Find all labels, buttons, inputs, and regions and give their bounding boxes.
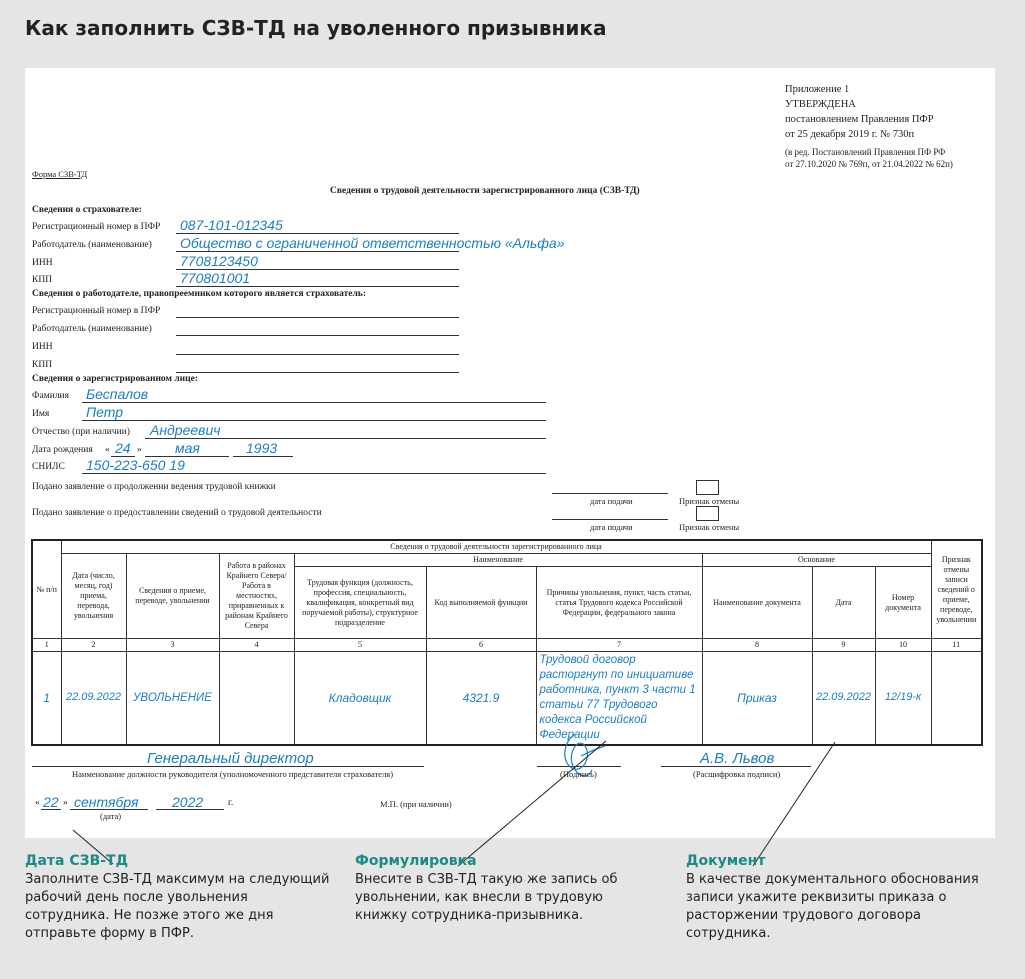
col-number: 8 — [702, 639, 812, 652]
book-cancel-caption: Признак отмены — [679, 496, 740, 506]
approval-line: Приложение 1 — [785, 84, 850, 95]
col-number: 3 — [126, 639, 219, 652]
row-doc-date[interactable]: 22.09.2022 — [812, 652, 875, 746]
annotation-text: Заполните СЗВ-ТД максимум на следующий рабочий день после увольнения сотрудника. Не позже этого же дня отправьте форму в ПФР. — [25, 872, 330, 941]
info-application-label: Подано заявление о предоставлении сведений о трудовой деятельности — [32, 508, 322, 518]
col-number: 11 — [931, 639, 982, 652]
annotation-title: Формулировка — [355, 853, 477, 869]
person-heading: Сведения о зарегистрированном лице: — [32, 374, 198, 384]
patronymic-label: Отчество (при наличии) — [32, 427, 130, 437]
col-doc-name-header: Наименование документа — [702, 567, 812, 639]
group-name-header: Наименование — [294, 554, 702, 567]
annotation-title: Документ — [686, 853, 766, 869]
row-doc-name[interactable]: Приказ — [702, 652, 812, 746]
name-label: Имя — [32, 409, 50, 419]
col-cancel-header: Признак отмены записи сведений о приеме, переводе, увольнении — [931, 540, 982, 639]
insurer-employer-value[interactable]: Общество с ограниченной ответственностью «Альфа» — [180, 235, 565, 251]
snils-value[interactable]: 150-223-650 19 — [86, 457, 185, 473]
surname-label: Фамилия — [32, 391, 70, 401]
form-title: Сведения о трудовой деятельности зарегистрированного лица (СЗВ-ТД) — [330, 186, 640, 196]
birth-year-value[interactable]: 1993 — [246, 440, 278, 456]
date-quote-open: « — [35, 798, 40, 808]
book-date-caption: дата подачи — [590, 496, 633, 506]
col-date-header: Дата (число, месяц, год) приема, перевода, увольнения — [61, 554, 126, 639]
col-doc-num-header: Номер документа — [875, 567, 931, 639]
annotation-wording — [355, 853, 655, 925]
row-reason[interactable]: Трудовой договор расторгнут по инициативе работника, пункт 3 части 1 статьи 77 Трудового кодекса Российской Федерации — [536, 652, 702, 746]
successor-heading: Сведения о работодателе, правопреемником которого является страхователь: — [32, 289, 366, 299]
row-function[interactable]: Кладовщик — [294, 652, 426, 746]
name-value[interactable]: Петр — [86, 404, 124, 420]
approval-line: от 25 декабря 2019 г. № 730п — [785, 129, 915, 140]
name-decode-value[interactable]: А.В. Львов — [700, 750, 775, 767]
table-super-header: Сведения о трудовой деятельности зарегистрированного лица — [61, 540, 931, 554]
position-caption: Наименование должности руководителя (уполномоченного представителя страхователя) — [72, 769, 394, 779]
insurer-inn-label: ИНН — [32, 258, 53, 268]
annotation-text: Внесите в СЗВ-ТД такую же запись об увольнении, как внесли в трудовую книжку сотрудника-призывника. — [355, 872, 618, 923]
col-code-header: Код выполняемой функции — [426, 567, 536, 639]
approval-line: (в ред. Постановлений Правления ПФ РФ — [785, 147, 946, 157]
stamp-caption: М.П. (при наличии) — [380, 799, 452, 809]
sign-day-value[interactable]: 22 — [43, 794, 59, 810]
sign-year-suffix: г. — [228, 798, 234, 808]
birth-quote-open: « — [105, 445, 110, 455]
sign-date-caption: (дата) — [100, 811, 122, 821]
row-num[interactable]: 1 — [32, 652, 61, 746]
sign-caption: (Подпись) — [560, 769, 597, 779]
annotation-title: Дата СЗВ-ТД — [25, 853, 129, 869]
birth-day-value[interactable]: 24 — [115, 440, 131, 456]
successor-reg-label: Регистрационный номер в ПФР — [32, 306, 161, 316]
row-date[interactable]: 22.09.2022 — [61, 652, 126, 746]
col-reason-header: Причины увольнения, пункт, часть статьи, статья Трудового кодекса Российской Федерации, федерального закона — [536, 567, 702, 639]
book-application-label: Подано заявление о продолжении ведения трудовой книжки — [32, 482, 276, 492]
form-name: Форма СЗВ-ТД — [32, 169, 88, 179]
successor-kpp-label: КПП — [32, 360, 53, 370]
annotation-document — [686, 853, 991, 943]
row-info[interactable]: УВОЛЬНЕНИЕ — [126, 652, 219, 746]
col-function-header: Трудовая функция (должность, профессия, специальность, квалификация, конкретный вид поручаемой работы), структурное подразделение — [294, 567, 426, 639]
col-number: 7 — [536, 639, 702, 652]
col-number: 10 — [875, 639, 931, 652]
col-number: 9 — [812, 639, 875, 652]
group-basis-header: Основание — [702, 554, 931, 567]
col-doc-date-header: Дата — [812, 567, 875, 639]
birth-month-value[interactable]: мая — [175, 440, 200, 456]
insurer-employer-label: Работодатель (наименование) — [32, 240, 152, 250]
page-title: Как заполнить СЗВ-ТД на уволенного призывника — [25, 16, 607, 40]
insurer-reg-label: Регистрационный номер в ПФР — [32, 222, 161, 232]
callout-line-document — [753, 742, 835, 866]
date-quote-close: » — [63, 798, 68, 808]
snils-label: СНИЛС — [32, 462, 65, 472]
insurer-reg-value[interactable]: 087-101-012345 — [180, 217, 283, 233]
insurer-inn-value[interactable]: 7708123450 — [180, 253, 258, 269]
insurer-kpp-label: КПП — [32, 275, 53, 285]
name-decode-caption: (Расшифровка подписи) — [693, 769, 781, 779]
info-cancel-caption: Признак отмены — [679, 522, 740, 532]
insurer-heading: Сведения о страхователе: — [32, 205, 142, 215]
successor-inn-label: ИНН — [32, 342, 53, 352]
info-date-caption: дата подачи — [590, 522, 633, 532]
row-code[interactable]: 4321.9 — [426, 652, 536, 746]
sign-month-value[interactable]: сентября — [74, 794, 139, 810]
sign-year-value[interactable]: 2022 — [172, 794, 204, 810]
col-num-header: № п/п — [32, 540, 61, 639]
patronymic-value[interactable]: Андреевич — [150, 422, 221, 438]
birth-quote-close: » — [137, 445, 142, 455]
callout-line-wording — [458, 741, 606, 866]
col-north-header: Работа в районах Крайнего Севера/Работа в местностях, приравненных к районам Крайнего Севера — [219, 554, 294, 639]
birth-label: Дата рождения — [32, 445, 93, 455]
annotation-text: В качестве документального обоснования записи укажите реквизиты приказа о расторжении трудового договора сотрудника. — [686, 872, 979, 941]
col-info-header: Сведения о приеме, переводе, увольнении — [126, 554, 219, 639]
approval-line: УТВЕРЖДЕНА — [785, 99, 856, 110]
approval-line: постановлением Правления ПФР — [785, 114, 934, 125]
col-number: 5 — [294, 639, 426, 652]
row-doc-num[interactable]: 12/19-к — [875, 652, 931, 746]
surname-value[interactable]: Беспалов — [86, 386, 149, 402]
col-number: 4 — [219, 639, 294, 652]
col-number: 6 — [426, 639, 536, 652]
insurer-kpp-value[interactable]: 770801001 — [180, 270, 251, 286]
successor-employer-label: Работодатель (наименование) — [32, 324, 152, 334]
annotation-date — [25, 853, 330, 943]
col-number: 2 — [61, 639, 126, 652]
position-value[interactable]: Генеральный директор — [147, 750, 314, 767]
col-number: 1 — [32, 639, 61, 652]
approval-line: от 27.10.2020 № 769п, от 21.04.2022 № 62п) — [785, 159, 953, 169]
